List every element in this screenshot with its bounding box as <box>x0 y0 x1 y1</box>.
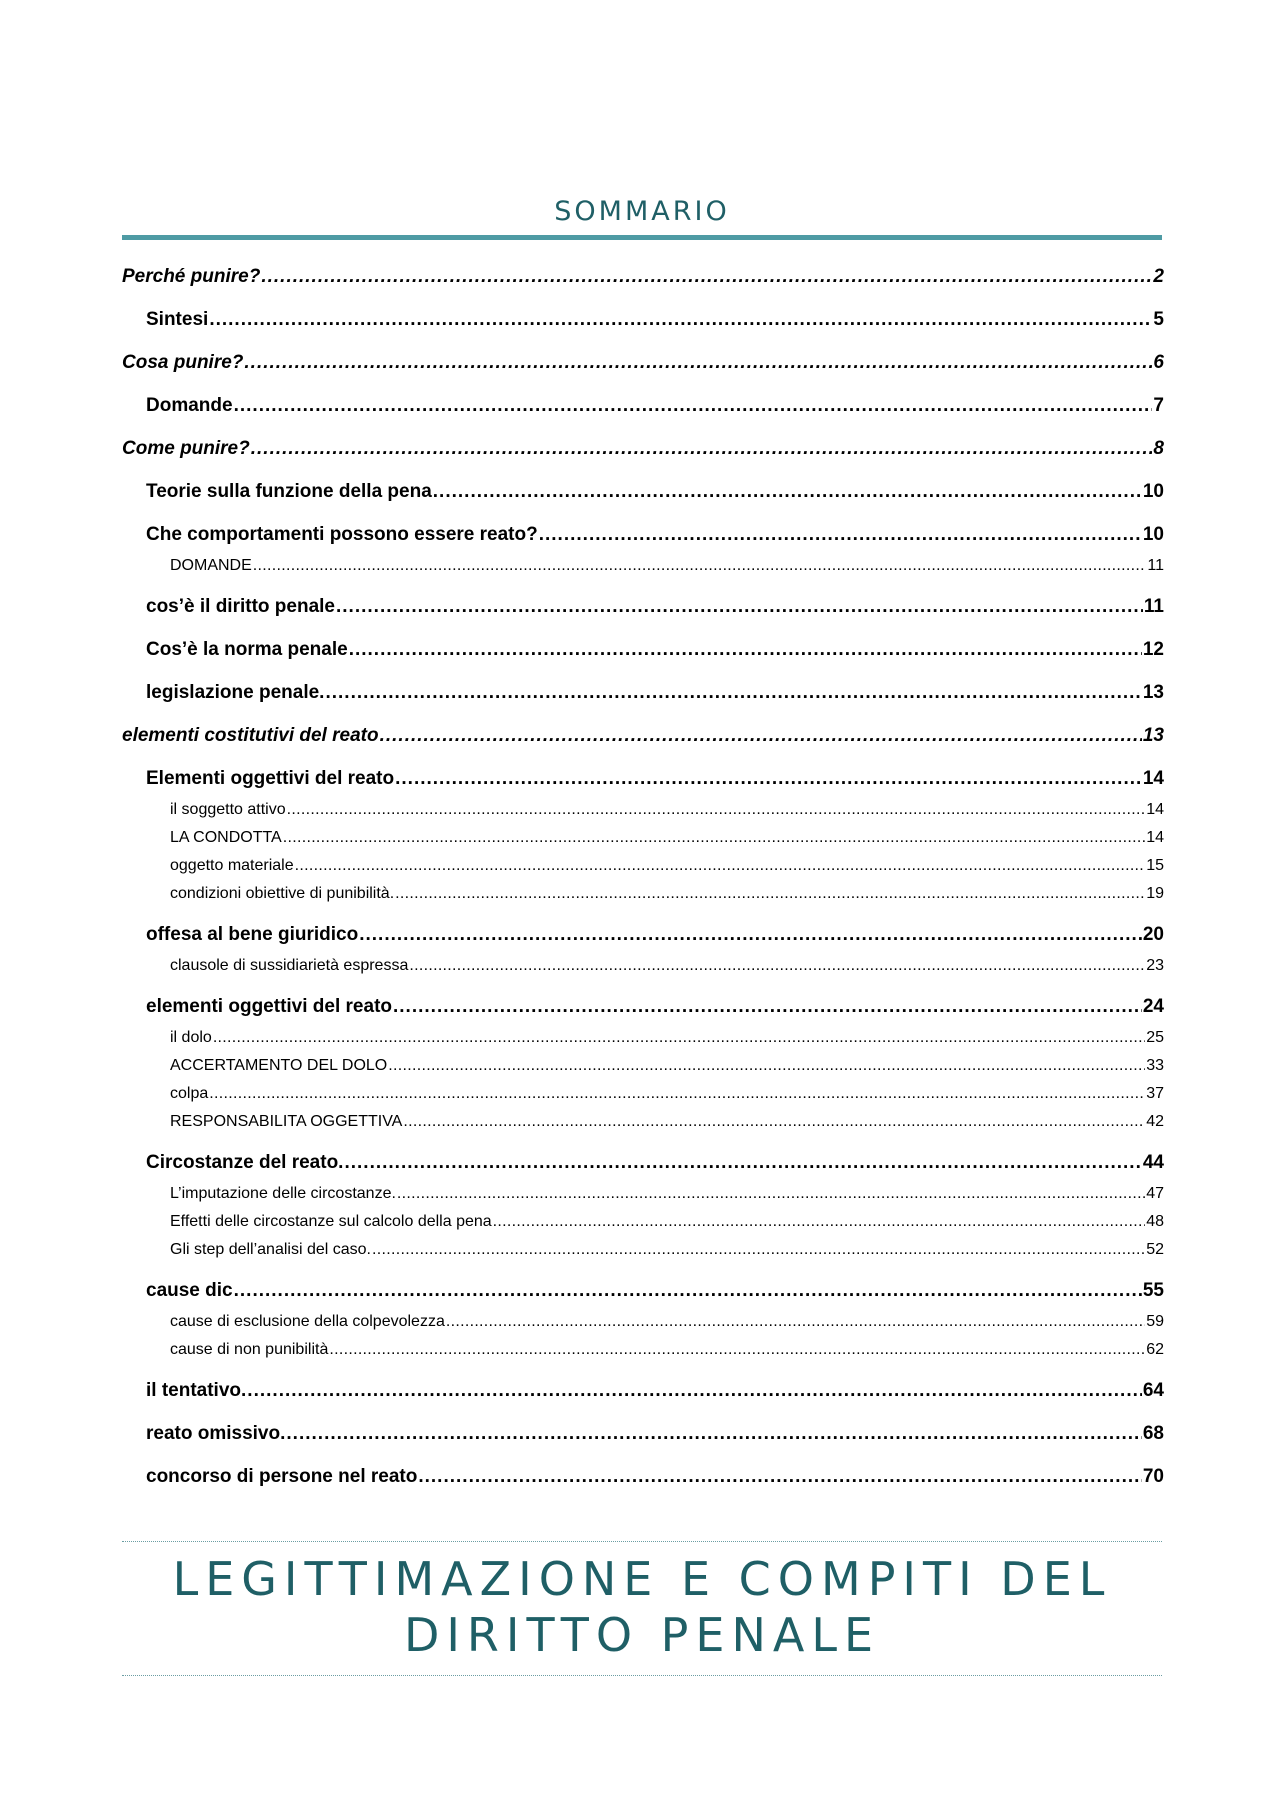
toc-title: SOMMARIO <box>554 196 730 227</box>
toc-entry[interactable] <box>170 1085 1164 1107</box>
toc-entry-label: Come punire? <box>122 438 250 459</box>
toc-entry-page: 55 <box>1142 1280 1164 1301</box>
toc-entry-page: 52 <box>1146 1241 1164 1258</box>
toc-entry-label: Cosa punire? <box>122 352 244 373</box>
toc-entry[interactable] <box>170 1341 1164 1363</box>
toc-leader-dots <box>380 725 1142 747</box>
toc-entry-label: elementi oggettivi del reato <box>146 996 392 1017</box>
toc-entry-label: LA CONDOTTA <box>170 829 282 846</box>
toc-entry-label: Elementi oggettivi del reato <box>146 768 395 789</box>
chapter-heading-line2: DIRITTO PENALE <box>403 1608 881 1662</box>
toc-entry[interactable] <box>122 352 1164 378</box>
toc-entry-label: Sintesi <box>146 309 209 330</box>
toc-entry[interactable] <box>170 1313 1164 1335</box>
toc-leader-dots <box>253 557 1147 575</box>
toc-entry[interactable] <box>170 1113 1164 1135</box>
toc-entry-page: 48 <box>1146 1213 1164 1230</box>
toc-entry-page: 70 <box>1142 1466 1164 1487</box>
toc-leader-dots <box>244 352 1152 374</box>
toc-entry-label: Gli step dell’analisi del caso. <box>170 1241 371 1258</box>
toc-leader-dots <box>403 1113 1145 1131</box>
toc-entry[interactable] <box>170 829 1164 851</box>
toc-entry[interactable] <box>146 395 1164 421</box>
toc-entry-label: Teorie sulla funzione della pena <box>146 481 432 502</box>
toc-entry-page: 12 <box>1142 639 1164 660</box>
toc-entry[interactable] <box>146 1423 1164 1449</box>
toc-entry-page: 11 <box>1143 596 1164 617</box>
toc-entry-label: il soggetto attivo <box>170 801 286 818</box>
chapter-heading-line1: LEGITTIMAZIONE E COMPITI DEL <box>172 1552 1112 1606</box>
toc-leader-dots <box>433 481 1142 503</box>
toc-entry-page: 7 <box>1153 395 1164 416</box>
toc-leader-dots <box>234 1280 1142 1302</box>
toc-entry[interactable] <box>170 1057 1164 1079</box>
toc-entry[interactable] <box>170 1213 1164 1235</box>
toc-leader-dots <box>329 1341 1145 1359</box>
toc-leader-dots <box>283 829 1145 847</box>
toc-entry-page: 23 <box>1146 957 1164 974</box>
toc-entry-page: 13 <box>1142 682 1164 703</box>
toc-entry-label: oggetto materiale <box>170 857 294 874</box>
toc-entry-label: condizioni obiettive di punibilità. <box>170 885 395 902</box>
toc-entry-page: 42 <box>1146 1113 1164 1130</box>
toc-entry[interactable] <box>146 1152 1164 1178</box>
toc-entry[interactable] <box>146 682 1164 708</box>
toc-leader-dots <box>261 266 1152 288</box>
toc-entry-label: il tentativo. <box>146 1380 247 1401</box>
toc-entry-page: 15 <box>1146 857 1164 874</box>
toc-entry-page: 25 <box>1146 1029 1164 1046</box>
toc-entry[interactable] <box>170 1185 1164 1207</box>
toc-entry[interactable] <box>146 639 1164 665</box>
toc-entry-label: il dolo <box>170 1029 212 1046</box>
toc-leader-dots <box>295 857 1146 875</box>
toc-leader-dots <box>409 957 1145 975</box>
toc-entry-page: 8 <box>1153 438 1164 459</box>
toc-leader-dots <box>349 639 1142 661</box>
toc-entry-label: cause di non punibilità <box>170 1341 329 1358</box>
toc-entry-label: legislazione penale. <box>146 682 325 703</box>
toc-entry[interactable] <box>170 885 1164 907</box>
toc-entry[interactable] <box>146 1280 1164 1306</box>
toc-entry-page: 64 <box>1142 1380 1164 1401</box>
toc-entry-label: ACCERTAMENTO DEL DOLO <box>170 1057 388 1074</box>
chapter-heading <box>122 1551 1162 1663</box>
toc-entry[interactable] <box>170 801 1164 823</box>
toc-leader-dots <box>395 768 1142 790</box>
toc-entry-label: Cos’è la norma penale <box>146 639 348 660</box>
toc-entry[interactable] <box>146 924 1164 950</box>
toc-entry[interactable] <box>146 309 1164 335</box>
toc-entry-page: 14 <box>1146 829 1164 846</box>
toc-entry-label: elementi costitutivi del reato <box>122 725 379 746</box>
toc-leader-dots <box>359 924 1142 946</box>
toc-entry-page: 33 <box>1146 1057 1164 1074</box>
toc-entry[interactable] <box>122 438 1164 464</box>
toc-leader-dots <box>393 996 1142 1018</box>
toc-entry-page: 10 <box>1142 481 1164 502</box>
toc-leader-dots <box>234 395 1153 417</box>
toc-entry[interactable] <box>146 996 1164 1022</box>
toc-entry[interactable] <box>122 725 1164 751</box>
toc-leader-dots <box>388 1057 1145 1075</box>
toc-entry-page: 10 <box>1142 524 1164 545</box>
toc-entry[interactable] <box>170 1029 1164 1051</box>
toc-entry-label: offesa al bene giuridico <box>146 924 359 945</box>
toc-entry-page: 62 <box>1146 1341 1164 1358</box>
toc-entry[interactable] <box>146 1380 1164 1406</box>
toc-entry-page: 6 <box>1153 352 1164 373</box>
toc-leader-dots <box>372 1241 1145 1259</box>
toc-entry[interactable] <box>170 857 1164 879</box>
toc-leader-dots <box>247 1380 1142 1402</box>
toc-entry-page: 68 <box>1142 1423 1164 1444</box>
toc-leader-dots <box>336 596 1143 618</box>
toc-entry[interactable] <box>146 524 1164 550</box>
toc-entry[interactable] <box>146 1466 1164 1492</box>
toc-leader-dots <box>344 1152 1141 1174</box>
toc-leader-dots <box>286 1423 1141 1445</box>
toc-leader-dots <box>209 1085 1145 1103</box>
toc-entry-page: 19 <box>1146 885 1164 902</box>
toc-entry-label: concorso di persone nel reato <box>146 1466 418 1487</box>
toc-entry-page: 14 <box>1146 801 1164 818</box>
toc-leader-dots <box>325 682 1141 704</box>
toc-entry-label: Effetti delle circostanze sul calcolo della pena <box>170 1213 492 1230</box>
toc-entry-label: Che comportamenti possono essere reato? <box>146 524 538 545</box>
toc-entry-page: 14 <box>1142 768 1164 789</box>
toc-entry-label: cause di esclusione della colpevolezza <box>170 1313 445 1330</box>
toc-entry-label: DOMANDE <box>170 557 252 574</box>
toc-entry-page: 44 <box>1142 1152 1164 1173</box>
toc-entry-page: 24 <box>1142 996 1164 1017</box>
toc-leader-dots <box>287 801 1146 819</box>
toc-entry-label: RESPONSABILITA OGGETTIVA <box>170 1113 403 1130</box>
toc-leader-dots <box>539 524 1142 546</box>
toc-leader-dots <box>395 885 1145 903</box>
toc-entry-page: 5 <box>1153 309 1164 330</box>
toc-entry-page: 37 <box>1146 1085 1164 1102</box>
heading-top-rule <box>122 1541 1162 1542</box>
toc-entry[interactable] <box>146 481 1164 507</box>
toc-entry-label: cos’è il diritto penale <box>146 596 335 617</box>
toc-entry[interactable] <box>122 266 1164 292</box>
toc-entry-page: 2 <box>1153 266 1164 287</box>
toc-entry[interactable] <box>170 557 1164 579</box>
toc-entry-label: Domande <box>146 395 233 416</box>
toc-leader-dots <box>418 1466 1142 1488</box>
toc-entry-label: clausole di sussidiarietà espressa <box>170 957 409 974</box>
heading-bottom-rule <box>122 1675 1162 1676</box>
toc-entry-page: 13 <box>1142 725 1164 746</box>
toc-entry[interactable] <box>170 957 1164 979</box>
toc-entry-page: 47 <box>1146 1185 1164 1202</box>
toc-entry-label: L’imputazione delle circostanze. <box>170 1185 396 1202</box>
toc-entry-label: colpa <box>170 1085 209 1102</box>
toc-entry-page: 59 <box>1146 1313 1164 1330</box>
toc-entry-label: Circostanze del reato. <box>146 1152 344 1173</box>
toc-entry-page: 20 <box>1142 924 1164 945</box>
toc-leader-dots <box>213 1029 1145 1047</box>
toc-entry-label: Perché punire? <box>122 266 261 287</box>
toc-leader-dots <box>251 438 1153 460</box>
toc-entry-page: 11 <box>1147 557 1164 574</box>
toc-entry[interactable] <box>170 1241 1164 1263</box>
toc-leader-dots <box>397 1185 1145 1203</box>
toc-entry-label: cause dic <box>146 1280 233 1301</box>
toc-entry[interactable] <box>146 596 1164 622</box>
toc-leader-dots <box>493 1213 1146 1231</box>
toc-entry[interactable] <box>146 768 1164 794</box>
toc-leader-dots <box>209 309 1152 331</box>
toc-entry-label: reato omissivo. <box>146 1423 286 1444</box>
toc-leader-dots <box>446 1313 1145 1331</box>
